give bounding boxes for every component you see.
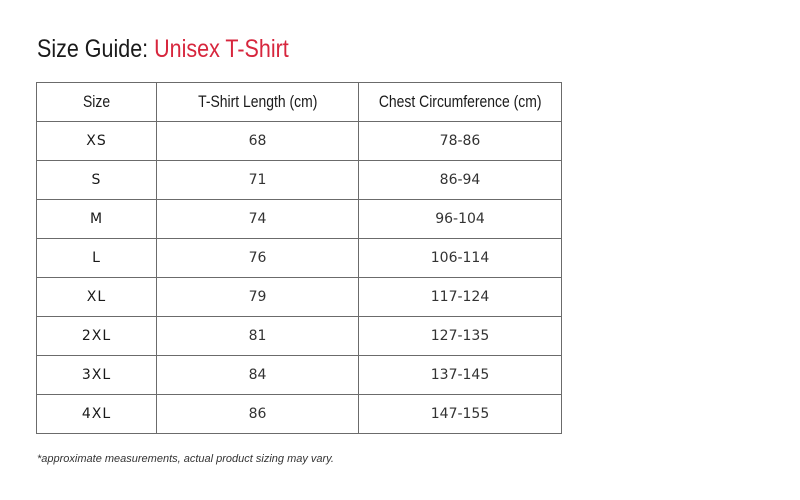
table-row (37, 356, 562, 395)
size-cell: M (37, 200, 157, 239)
footnote: *approximate measurements, actual product sizing may vary. (37, 453, 334, 465)
table-row (37, 278, 562, 317)
size-cell: S (37, 161, 157, 200)
header-size (37, 83, 157, 122)
chest-cell: 127-135 (359, 317, 562, 356)
title-product-name: Unisex T-Shirt (154, 35, 289, 63)
chest-cell: 86-94 (359, 161, 562, 200)
header-chest (359, 83, 562, 122)
length-cell: 76 (157, 239, 359, 278)
chest-cell: 137-145 (359, 356, 562, 395)
size-cell: 2XL (37, 317, 157, 356)
table-row (37, 122, 562, 161)
table-row (37, 200, 562, 239)
length-cell: 71 (157, 161, 359, 200)
title-label: Size Guide: (37, 35, 149, 63)
table-row (37, 161, 562, 200)
table-row (37, 395, 562, 434)
length-cell: 84 (157, 356, 359, 395)
chest-cell: 106-114 (359, 239, 562, 278)
size-chart-table (36, 82, 562, 434)
chest-cell: 96-104 (359, 200, 562, 239)
table-header-row (37, 83, 562, 122)
length-cell: 79 (157, 278, 359, 317)
length-cell: 74 (157, 200, 359, 239)
header-size-label: Size (82, 92, 111, 111)
header-length (157, 83, 359, 122)
chest-cell: 147-155 (359, 395, 562, 434)
size-cell: L (37, 239, 157, 278)
size-cell: XS (37, 122, 157, 161)
length-cell: 68 (157, 122, 359, 161)
table-row (37, 317, 562, 356)
length-cell: 86 (157, 395, 359, 434)
size-cell: 3XL (37, 356, 157, 395)
header-chest-label: Chest Circumference (cm) (378, 92, 542, 111)
length-cell: 81 (157, 317, 359, 356)
chest-cell: 78-86 (359, 122, 562, 161)
size-cell: XL (37, 278, 157, 317)
header-length-label: T-Shirt Length (cm) (197, 92, 318, 111)
page-title (37, 32, 289, 66)
chest-cell: 117-124 (359, 278, 562, 317)
size-cell: 4XL (37, 395, 157, 434)
table-row (37, 239, 562, 278)
